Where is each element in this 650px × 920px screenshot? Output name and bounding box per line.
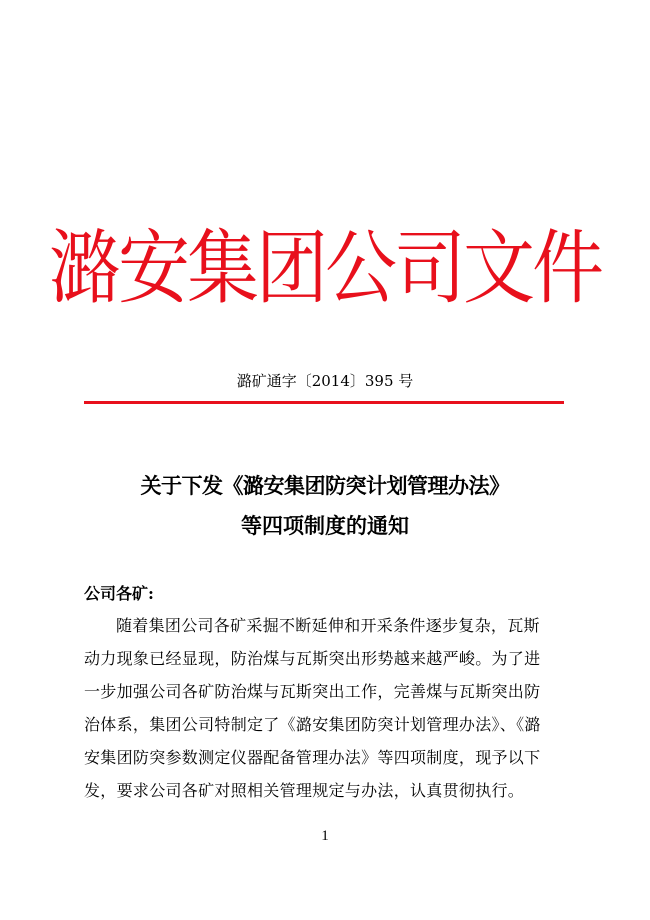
- document-title-line-1: 关于下发《潞安集团防突计划管理办法》: [140, 474, 510, 498]
- red-divider-rule: [84, 401, 564, 404]
- body-line-1: 随着集团公司各矿采掘不断延伸和开采条件逐步复杂，瓦斯: [116, 616, 540, 635]
- body-line-3: 一步加强公司各矿防治煤与瓦斯突出工作，完善煤与瓦斯突出防: [84, 682, 541, 701]
- page-number: 1: [321, 828, 329, 844]
- body-line-2: 动力现象已经显现，防治煤与瓦斯突出形势越来越严峻。为了进: [84, 649, 541, 668]
- salutation: 公司各矿:: [84, 584, 154, 603]
- body-line-6: 发，要求公司各矿对照相关管理规定与办法，认真贯彻执行。: [84, 781, 525, 800]
- document-number: 潞矿通字〔2014〕395 号: [236, 372, 414, 390]
- body-line-4: 治体系，集团公司特制定了《潞安集团防突计划管理办法》、《潞: [84, 715, 541, 734]
- document-masthead: 潞安集团公司文件: [48, 220, 601, 316]
- document-title-line-2: 等四项制度的通知: [241, 514, 409, 538]
- body-line-5: 安集团防突参数测定仪器配备管理办法》等四项制度，现予以下: [84, 748, 541, 767]
